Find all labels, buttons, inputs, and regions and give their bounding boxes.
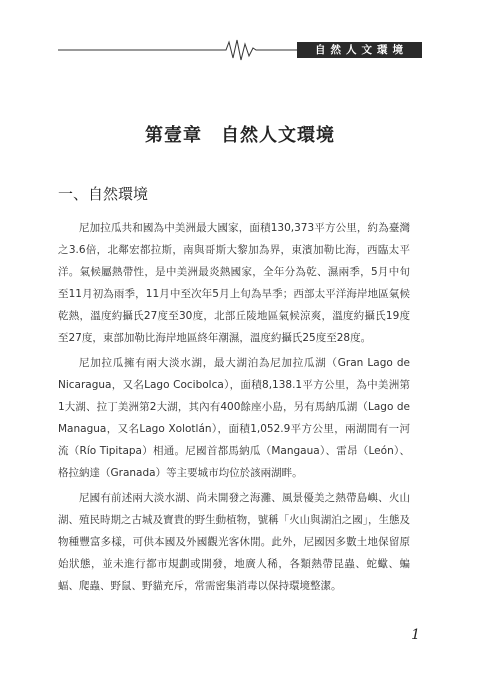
- page-number: 1: [411, 627, 420, 643]
- paragraph: 尼加拉瓜擁有兩大淡水湖，最大湖泊為尼加拉瓜湖（Gran Lago de Nicaragua，又名Lago Cocibolca），面積8,138.1平方公里，為中美洲第1大湖、拉丁美洲第2大湖，其內有400餘座小島，另有馬納瓜湖（Lago de Managua，又名Lago Xolotlán），面積1,052.9平方公里，兩湖間有一河流（Río Tipitapa）相通。尼國首都馬納瓜（Mangaua）、雷昂（León）、格拉納達（Granada）等主要城市均位於該兩湖畔。: [58, 357, 410, 479]
- section-heading: 一、自然環境: [58, 185, 149, 203]
- chapter-title: 第壹章 自然人文環境: [145, 125, 335, 146]
- running-header: [0, 38, 480, 62]
- body-text: [58, 217, 410, 600]
- paragraph: 尼國有前述兩大淡水湖、尚未開發之海灘、風景優美之熱帶島嶼、火山湖、殖民時期之古城及寶貴的野生動植物，號稱「火山與湖泊之國」，生態及物種豐富多樣，可供本國及外國觀光客休閒。此外，尼國因多數土地保留原始狀態，並未進行都市規劃或開發，地廣人稀，各類熱帶昆蟲、蛇蠍、蝙蝠、爬蟲、野鼠、野貓充斥，常需密集消毒以保持環境整潔。: [58, 492, 410, 592]
- paragraph: 尼加拉瓜共和國為中美洲最大國家，面積130,373平方公里，約為臺灣之3.6倍，北鄰宏都拉斯，南與哥斯大黎加為界，東濱加勒比海，西臨太平洋。氣候屬熱帶性，是中美洲最炎熱國家，全年分為乾、濕兩季，5月中旬至11月初為雨季，11月中至次年5月上旬為旱季；西部太平洋海岸地區氣候乾熱，溫度約攝氏27度至30度，北部丘陵地區氣候涼爽，溫度約攝氏19度至27度，東部加勒比海岸地區終年潮濕，溫度約攝氏25度至28度。: [58, 222, 410, 344]
- running-title: 自然人文環境: [297, 42, 422, 58]
